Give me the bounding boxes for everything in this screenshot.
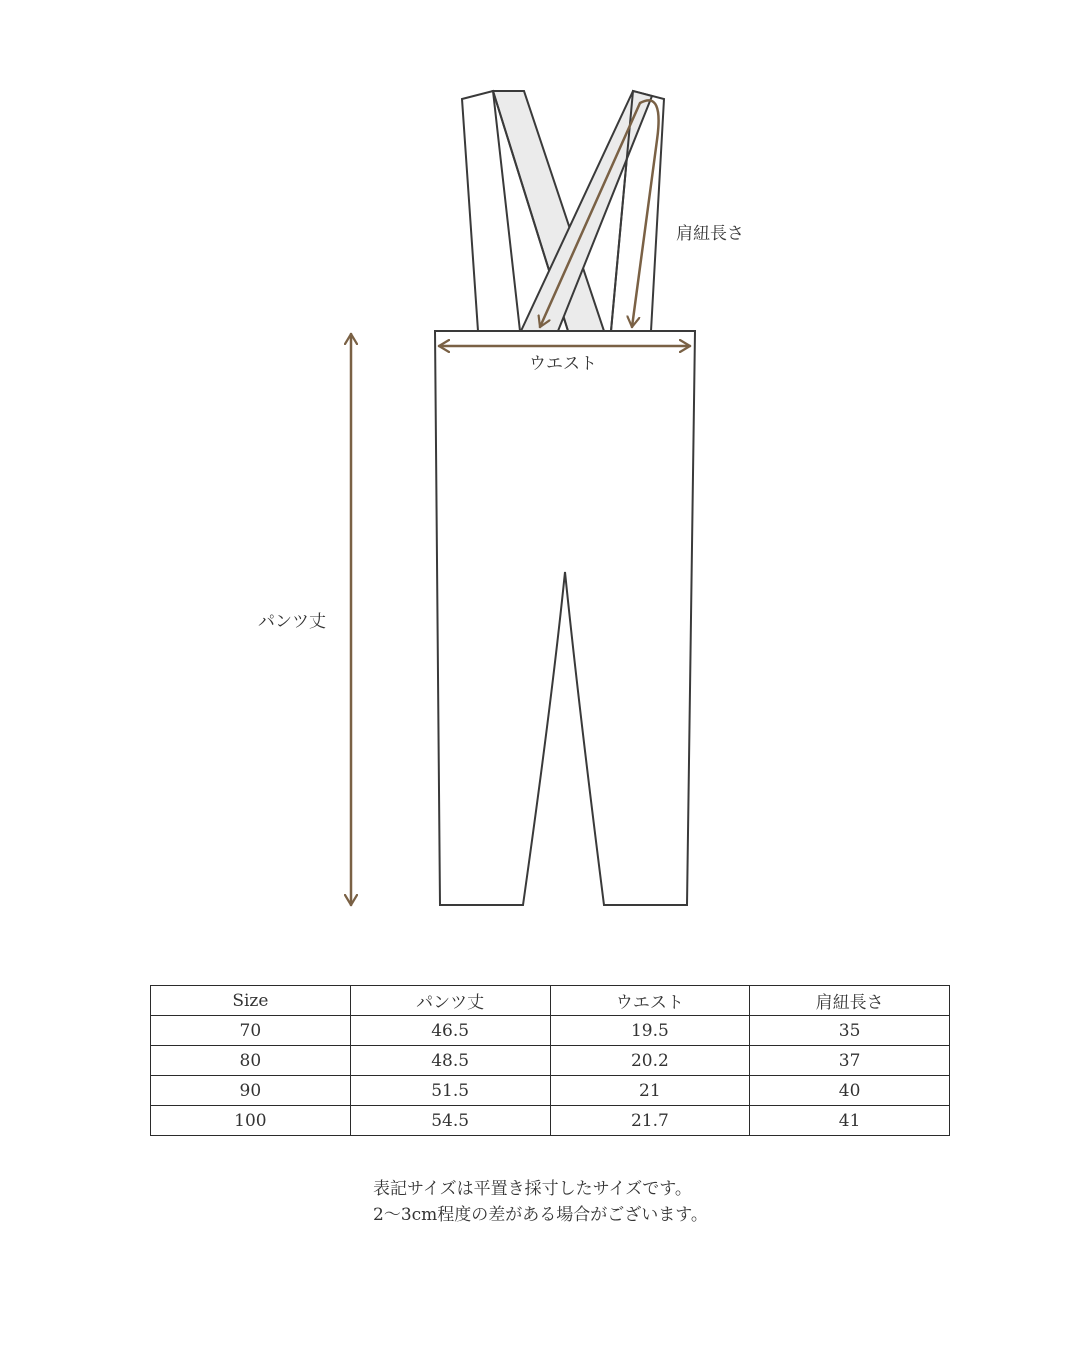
cell-pants-length: 46.5	[350, 1016, 550, 1046]
table-row	[151, 1106, 950, 1136]
table-row	[151, 1076, 950, 1106]
cell-pants-length: 54.5	[350, 1106, 550, 1136]
table-header-row	[151, 986, 950, 1016]
waist-label: ウエスト	[529, 354, 597, 374]
size-notes	[373, 1176, 708, 1228]
strap-length-label: 肩紐長さ	[676, 224, 744, 244]
cell-size: 100	[151, 1106, 351, 1136]
cell-pants-length: 48.5	[350, 1046, 550, 1076]
cell-waist: 21	[550, 1076, 750, 1106]
size-table	[150, 985, 950, 1136]
header-size: Size	[151, 986, 351, 1016]
cell-waist: 19.5	[550, 1016, 750, 1046]
table-row	[151, 1046, 950, 1076]
cell-strap-length: 35	[750, 1016, 950, 1046]
header-strap-length: 肩紐長さ	[750, 986, 950, 1016]
pants-body	[435, 331, 695, 905]
note-line: 2〜3cm程度の差がある場合がございます。	[373, 1205, 708, 1225]
cell-size: 90	[151, 1076, 351, 1106]
pants-length-label: パンツ丈	[258, 612, 326, 632]
note-line: 表記サイズは平置き採寸したサイズです。	[373, 1179, 692, 1199]
header-waist: ウエスト	[550, 986, 750, 1016]
cell-strap-length: 41	[750, 1106, 950, 1136]
cell-strap-length: 40	[750, 1076, 950, 1106]
cell-size: 80	[151, 1046, 351, 1076]
cell-waist: 21.7	[550, 1106, 750, 1136]
cell-size: 70	[151, 1016, 351, 1046]
cell-waist: 20.2	[550, 1046, 750, 1076]
cell-pants-length: 51.5	[350, 1076, 550, 1106]
cell-strap-length: 37	[750, 1046, 950, 1076]
header-pants-length: パンツ丈	[350, 986, 550, 1016]
table-row	[151, 1016, 950, 1046]
